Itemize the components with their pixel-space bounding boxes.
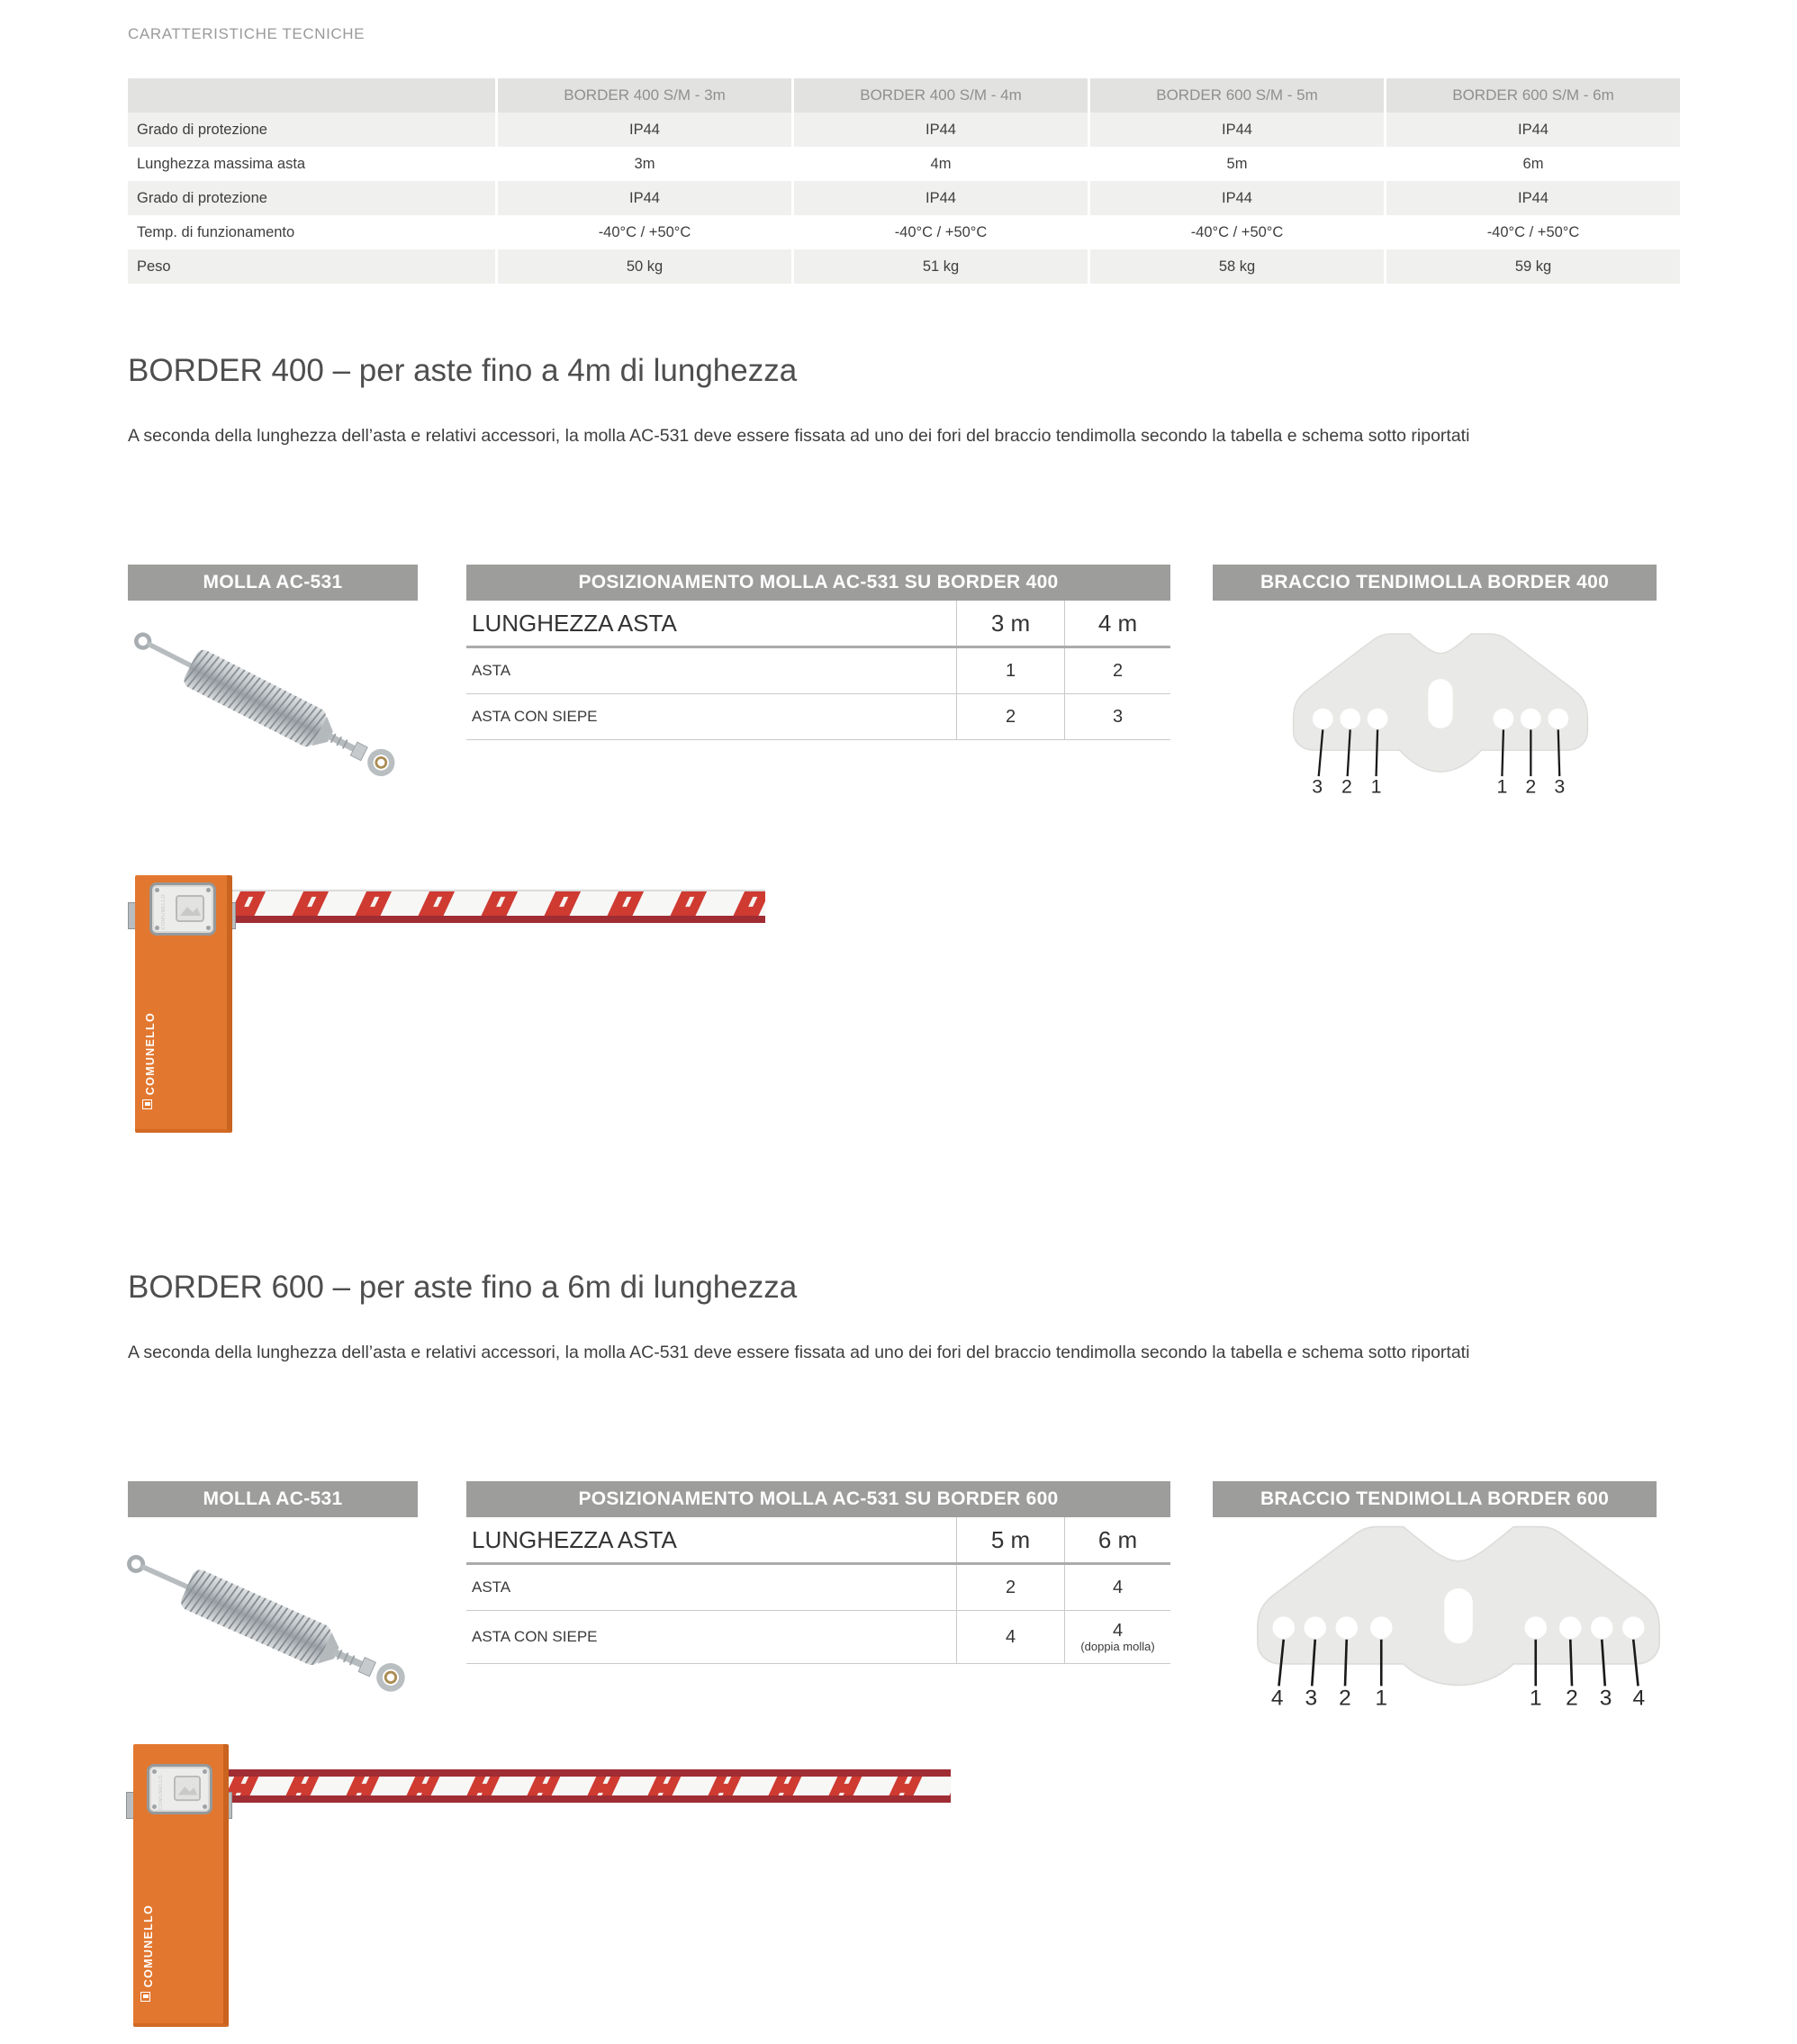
spec-cell: IP44 [1088,181,1384,215]
spec-cell: IP44 [1384,181,1680,215]
spec-table-header-row [128,78,1680,113]
pos-col-header: 4 m [1064,601,1170,646]
spec-row-label: Temp. di funzionamento [128,215,495,249]
table-row [466,694,1170,740]
spec-cell: 58 kg [1088,249,1384,284]
spring-photo [116,603,415,805]
hole-label: 4 [1270,1686,1284,1708]
page-title: CARATTERISTICHE TECNICHE [128,25,366,42]
spec-cell: 50 kg [495,249,791,284]
hole-label: 1 [1496,775,1508,794]
spring-photo [110,1524,425,1721]
spec-row-label: Grado di protezione [128,181,495,215]
pos-cell [1064,1611,1170,1663]
spec-header-col: BORDER 400 S/M - 3m [495,78,791,113]
spec-row-label: Grado di protezione [128,113,495,147]
spec-cell: IP44 [791,113,1088,147]
spec-row-label: Lunghezza massima asta [128,147,495,181]
hole-label: 3 [1554,775,1566,794]
table-row [128,147,1680,181]
spec-cell: -40°C / +50°C [1088,215,1384,249]
barrier-arm [225,890,765,924]
tension-arm-diagram-border400 [1269,616,1612,794]
pos-row-header: LUNGHEZZA ASTA [472,609,677,637]
table-row [466,1565,1170,1611]
spec-cell: 5m [1088,147,1384,181]
pos-table-border600 [466,1517,1170,1664]
photo-placeholder-icon [175,894,205,923]
pos-cell: 2 [956,1565,1064,1610]
panel-title-posizionamento: POSIZIONAMENTO MOLLA AC-531 SU BORDER 600 [466,1481,1170,1517]
table-row [128,181,1680,215]
pos-row-label: ASTA CON SIEPE [472,1628,598,1645]
brand-text: COMUNELLO [142,1904,155,1987]
pos-cell: 4 [1064,1565,1170,1610]
spec-cell: -40°C / +50°C [1384,215,1680,249]
hole-label: 3 [1599,1686,1612,1708]
spec-cell: -40°C / +50°C [495,215,791,249]
panel-title-molla: MOLLA AC-531 [128,1481,418,1517]
spec-cell: 3m [495,147,791,181]
tension-arm-diagram-border600 [1238,1511,1679,1708]
brand-logo-icon [140,1992,150,2002]
barrier-arm [221,1769,951,1804]
photo-placeholder-icon [172,1775,203,1802]
pos-col-header: 5 m [956,1517,1064,1562]
pos-row-label: ASTA CON SIEPE [472,708,598,725]
pos-cell: 3 [1064,694,1170,739]
pos-row-label: ASTA [472,662,511,679]
section-paragraph: A seconda della lunghezza dell’asta e relativi accessori, la molla AC-531 deve essere fissata ad uno dei fori del braccio tendimolla secondo la tabella e schema sotto riportati [128,1343,1470,1362]
spec-header-empty [128,78,495,113]
spec-header-col: BORDER 600 S/M - 6m [1384,78,1680,113]
pos-cell: 4 [956,1611,1064,1663]
pos-table-border400 [466,601,1170,740]
hole-label: 1 [1375,1686,1388,1708]
table-row [466,1611,1170,1664]
table-row [128,113,1680,147]
pos-row-header: LUNGHEZZA ASTA [472,1525,677,1553]
table-row [466,1517,1170,1565]
hole-label: 2 [1566,1686,1578,1708]
panel-title-molla: MOLLA AC-531 [128,565,418,601]
hole-label: 1 [1370,775,1382,794]
section-heading-border400: BORDER 400 – per aste fino a 4m di lunghezza [128,353,798,388]
section-paragraph: A seconda della lunghezza dell’asta e relativi accessori, la molla AC-531 deve essere fissata ad uno dei fori del braccio tendimolla secondo la tabella e schema sotto riportati [128,426,1470,446]
hole-label: 3 [1305,1686,1318,1708]
spec-row-label: Peso [128,249,495,284]
hole-label: 4 [1632,1686,1646,1708]
table-row [466,648,1170,694]
brand-logo-icon [142,1099,152,1109]
panel-title-braccio: BRACCIO TENDIMOLLA BORDER 600 [1213,1481,1657,1517]
spec-header-col: BORDER 600 S/M - 5m [1088,78,1384,113]
pos-cell-value: 4 [1112,1620,1124,1641]
pos-cell-note: (doppia molla) [1080,1639,1155,1653]
pos-cell: 1 [956,648,1064,693]
brand-text: COMUNELLO [144,1011,157,1095]
spec-cell: IP44 [1384,113,1680,147]
hole-label: 2 [1341,775,1352,794]
spec-cell: IP44 [791,181,1088,215]
panel-title-posizionamento: POSIZIONAMENTO MOLLA AC-531 SU BORDER 400 [466,565,1170,601]
head-plate [149,882,216,936]
hole-label: 3 [1312,775,1323,794]
hole-label: 2 [1525,775,1537,794]
pos-cell: 2 [956,694,1064,739]
spec-cell: 51 kg [791,249,1088,284]
section-heading-border600: BORDER 600 – per aste fino a 6m di lunghezza [128,1270,798,1305]
pos-col-header: 6 m [1064,1517,1170,1562]
spec-cell: 6m [1384,147,1680,181]
pos-cell: 2 [1064,648,1170,693]
spec-cell: IP44 [1088,113,1384,147]
table-row [466,601,1170,648]
hole-label: 2 [1339,1686,1351,1708]
hole-label: 1 [1529,1686,1542,1708]
plate-micro-text: COMUNELLO [158,1775,164,1811]
pos-col-header: 3 m [956,601,1064,646]
table-row [128,215,1680,249]
panel-title-braccio: BRACCIO TENDIMOLLA BORDER 400 [1213,565,1657,601]
spec-header-col: BORDER 400 S/M - 4m [791,78,1088,113]
spec-cell: IP44 [495,181,791,215]
spec-cell: IP44 [495,113,791,147]
spec-cell: 4m [791,147,1088,181]
spec-table [128,78,1680,284]
plate-micro-text: COMUNELLO [161,894,167,930]
spec-cell: 59 kg [1384,249,1680,284]
head-plate [147,1764,212,1814]
pos-row-label: ASTA [472,1578,511,1596]
spec-cell: -40°C / +50°C [791,215,1088,249]
table-row [128,249,1680,284]
